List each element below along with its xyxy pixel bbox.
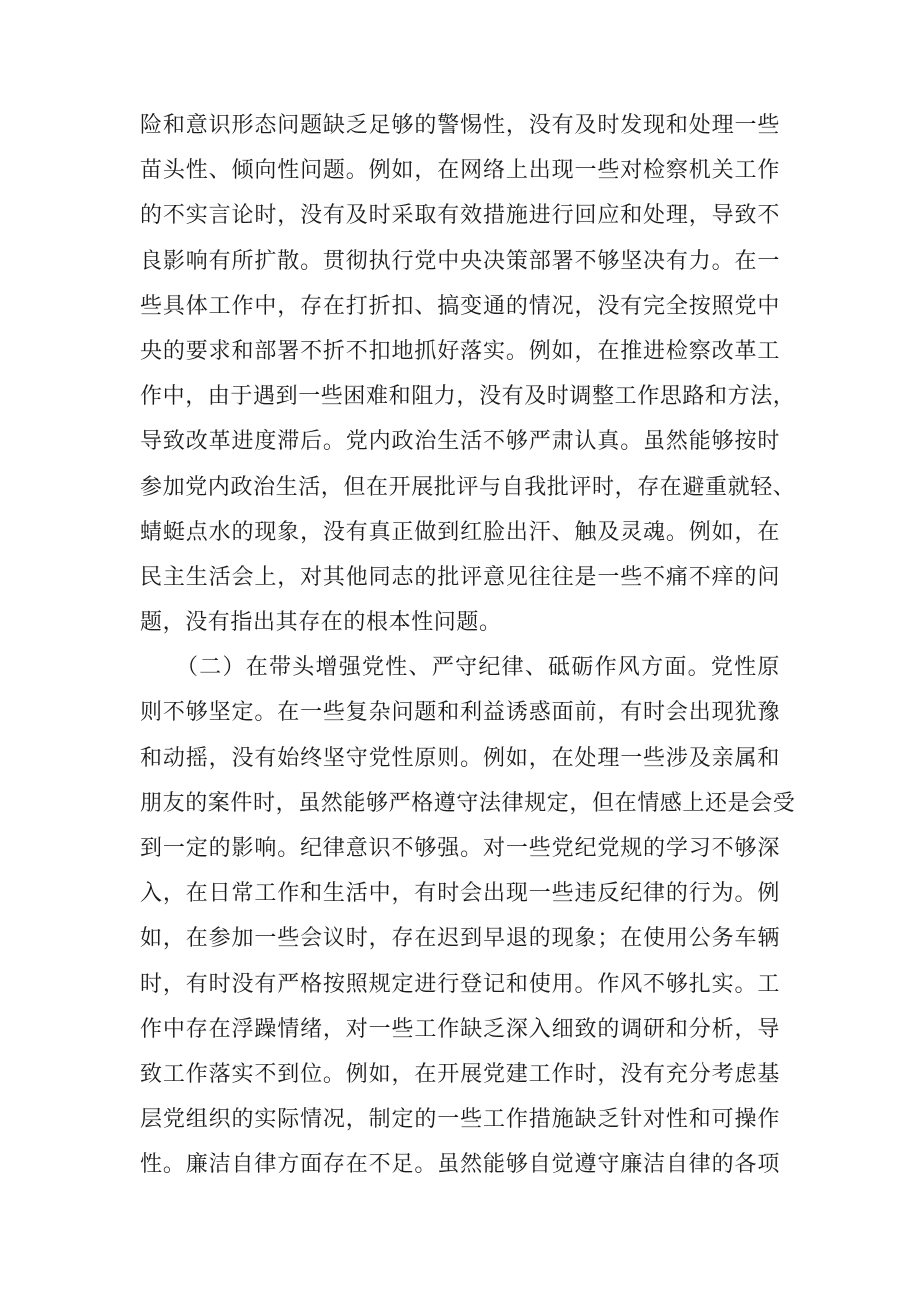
text-line: 参加党内政治生活，但在开展批评与自我批评时，存在避重就轻、 bbox=[140, 474, 796, 500]
text-line: 苗头性、倾向性问题。例如，在网络上出现一些对检察机关工作 bbox=[140, 158, 780, 184]
text-line: 和动摇，没有始终坚守党性原则。例如，在处理一些涉及亲属和 bbox=[140, 745, 780, 771]
text-line: 则不够坚定。在一些复杂问题和利益诱惑面前，有时会出现犹豫 bbox=[140, 700, 780, 726]
text-line: 民主生活会上，对其他同志的批评意见往往是一些不痛不痒的问 bbox=[140, 564, 780, 590]
text-line: 性。廉洁自律方面存在不足。虽然能够自觉遵守廉洁自律的各项 bbox=[140, 1152, 780, 1178]
text-line: 题，没有指出其存在的根本性问题。 bbox=[140, 610, 502, 636]
text-line: 层党组织的实际情况，制定的一些工作措施缺乏针对性和可操作 bbox=[140, 1107, 780, 1133]
document-body bbox=[140, 103, 796, 1188]
text-line: 时，有时没有严格按照规定进行登记和使用。作风不够扎实。工 bbox=[140, 971, 780, 997]
text-line: 央的要求和部署不折不扣地抓好落实。例如，在推进检察改革工 bbox=[140, 338, 780, 364]
text-line: 作中存在浮躁情绪，对一些工作缺乏深入细致的调研和分析，导 bbox=[140, 1016, 780, 1042]
text-line: 些具体工作中，存在打折扣、搞变通的情况，没有完全按照党中 bbox=[140, 293, 780, 319]
text-line: 朋友的案件时，虽然能够严格遵守法律规定，但在情感上还是会受 bbox=[140, 790, 796, 816]
text-line: 入，在日常工作和生活中，有时会出现一些违反纪律的行为。例 bbox=[140, 881, 780, 907]
text-line: 良影响有所扩散。贯彻执行党中央决策部署不够坚决有力。在一 bbox=[140, 248, 780, 274]
text-line: 到一定的影响。纪律意识不够强。对一些党纪党规的学习不够深 bbox=[140, 836, 780, 861]
text-line: 致工作落实不到位。例如，在开展党建工作时，没有充分考虑基 bbox=[140, 1061, 780, 1087]
text-line: 作中，由于遇到一些困难和阻力，没有及时调整工作思路和方法， bbox=[140, 384, 796, 410]
text-line: 蜻蜓点水的现象，没有真正做到红脸出汗、触及灵魂。例如，在 bbox=[140, 519, 780, 545]
text-line: 如，在参加一些会议时，存在迟到早退的现象；在使用公务车辆 bbox=[140, 926, 780, 952]
text-line: 险和意识形态问题缺乏足够的警惕性，没有及时发现和处理一些 bbox=[140, 113, 780, 138]
text-line: 的不实言论时，没有及时采取有效措施进行回应和处理，导致不 bbox=[140, 203, 780, 229]
section-heading-line: （二）在带头增强党性、严守纪律、砥砺作风方面。党性原 bbox=[176, 655, 780, 681]
text-line: 导致改革进度滞后。党内政治生活不够严肃认真。虽然能够按时 bbox=[140, 429, 780, 455]
